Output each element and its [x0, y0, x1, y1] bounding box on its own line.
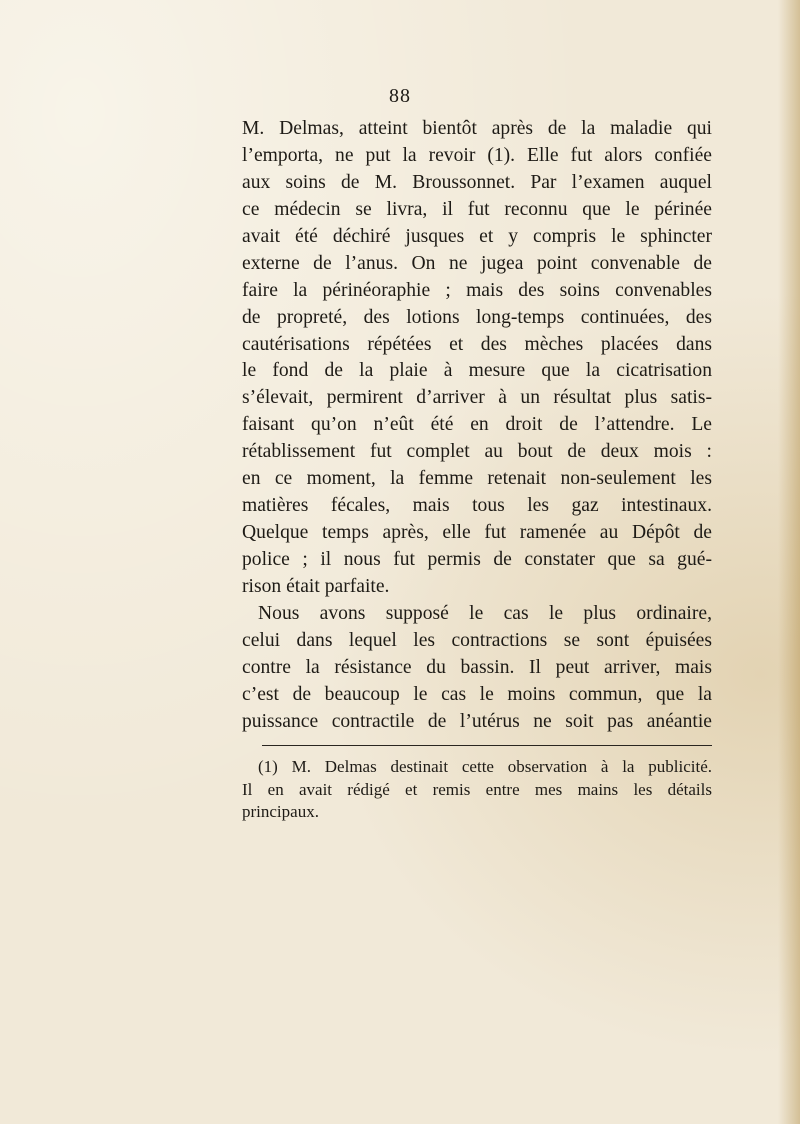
body-line: contre la résistance du bassin. Il peut arriver, mais — [242, 656, 712, 678]
page-edge-stain — [778, 0, 800, 1124]
footnote-line: principaux. — [242, 802, 319, 822]
body-line: rétablissement fut complet au bout de deux mois : — [242, 441, 712, 463]
body-line: externe de l’anus. On ne jugea point convenable de — [242, 252, 712, 274]
body-text — [242, 116, 712, 736]
body-line: l’emporta, ne put la revoir (1). Elle fut alors confiée — [242, 144, 712, 166]
body-line: faire la périnéoraphie ; mais des soins convenables — [242, 279, 712, 301]
body-line: avait été déchiré jusques et y compris le sphincter — [242, 225, 712, 247]
body-line: aux soins de M. Broussonnet. Par l’examen auquel — [242, 171, 712, 193]
body-line: en ce moment, la femme retenait non-seulement les — [242, 468, 712, 490]
footnote-line: (1) M. Delmas destinait cette observation à la publicité. — [258, 757, 712, 776]
body-line: cautérisations répétées et des mèches placées dans — [242, 333, 712, 355]
body-line: c’est de beaucoup le cas le moins commun, que la — [242, 683, 712, 705]
footnote-line: Il en avait rédigé et remis entre mes mains les détails — [242, 779, 712, 799]
body-line: puissance contractile de l’utérus ne soit pas anéantie — [242, 710, 712, 732]
body-line: M. Delmas, atteint bientôt après de la maladie qui — [242, 118, 712, 139]
body-line: celui dans lequel les contractions se sont épuisées — [242, 629, 712, 651]
body-line: Nous avons supposé le cas le plus ordinaire, — [258, 602, 712, 624]
body-line: s’élevait, permirent d’arriver à un résultat plus satis- — [242, 387, 712, 409]
body-line: Quelque temps après, elle fut ramenée au Dépôt de — [242, 522, 712, 544]
body-line: matières fécales, mais tous les gaz intestinaux. — [242, 495, 712, 517]
body-line: police ; il nous fut permis de constater que sa gué- — [242, 549, 712, 570]
body-line: le fond de la plaie à mesure que la cicatrisation — [242, 360, 712, 382]
page-number: 88 — [389, 85, 411, 107]
body-line: faisant qu’on n’eût été en droit de l’attendre. Le — [242, 414, 712, 436]
footnote — [242, 756, 712, 824]
body-line: ce médecin se livra, il fut reconnu que le périnée — [242, 198, 712, 220]
body-line: de propreté, des lotions long-temps continuées, des — [242, 306, 712, 328]
footnote-divider — [262, 745, 712, 746]
body-line: rison était parfaite. — [242, 575, 390, 597]
